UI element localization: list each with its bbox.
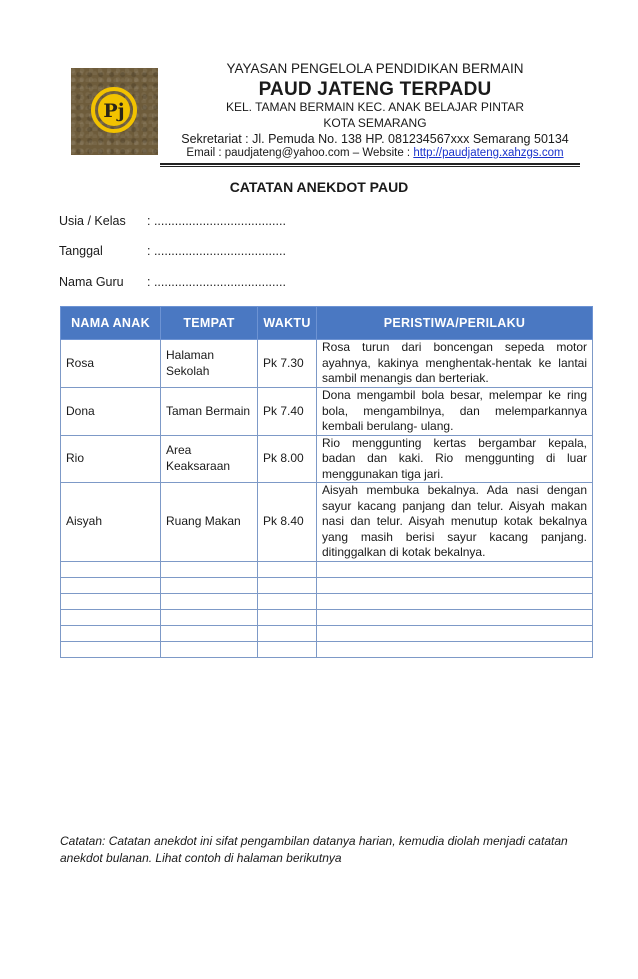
table-row [61, 435, 593, 483]
field-tanggal [59, 244, 286, 258]
empty-cell [258, 609, 317, 625]
empty-cell [258, 593, 317, 609]
page-title: CATATAN ANEKDOT PAUD [229, 179, 409, 195]
empty-row [61, 593, 593, 609]
address-line: KEL. TAMAN BERMAIN KEC. ANAK BELAJAR PINTAR [225, 100, 525, 114]
column-header: WAKTU [258, 307, 317, 340]
cell-peristiwa: Rosa turun dari boncengan sepeda motor ayahnya, kakinya menghentak-hentak ke lantai sambil menangis dan berteriak. [317, 340, 593, 388]
empty-cell [61, 641, 161, 657]
empty-cell [317, 577, 593, 593]
empty-row [61, 577, 593, 593]
field-usia-kelas [59, 214, 286, 228]
table-row [61, 388, 593, 436]
cell-waktu: Pk 7.40 [258, 388, 317, 436]
logo [71, 68, 158, 155]
logo-text: Pj [103, 100, 125, 122]
field-label: Usia / Kelas [59, 214, 126, 228]
empty-cell [317, 641, 593, 657]
empty-cell [161, 593, 258, 609]
empty-cell [258, 641, 317, 657]
empty-cell [317, 609, 593, 625]
column-header: TEMPAT [161, 307, 258, 340]
empty-cell [161, 625, 258, 641]
cell-nama: Rio [61, 435, 161, 483]
table-row [61, 340, 593, 388]
city-line: KOTA SEMARANG [323, 116, 427, 130]
pj-logo-icon [71, 68, 158, 155]
header-divider [160, 163, 580, 165]
empty-cell [161, 561, 258, 577]
table-row [61, 483, 593, 562]
field-label: Tanggal [59, 244, 103, 258]
empty-cell [161, 577, 258, 593]
empty-cell [161, 641, 258, 657]
empty-row [61, 625, 593, 641]
foundation-name: YAYASAN PENGELOLA PENDIDIKAN BERMAIN [226, 61, 524, 76]
anecdote-table [60, 306, 593, 658]
cell-waktu: Pk 8.40 [258, 483, 317, 562]
cell-peristiwa: Rio menggunting kertas bergambar kepala, badan dan kaki. Rio menggunting di luar menggunakan tiga jari. [317, 435, 593, 483]
empty-cell [61, 593, 161, 609]
contact-line [160, 147, 590, 159]
empty-row [61, 609, 593, 625]
cell-nama: Aisyah [61, 483, 161, 562]
cell-nama: Dona [61, 388, 161, 436]
table-header-row [61, 307, 593, 340]
empty-cell [61, 609, 161, 625]
school-name: PAUD JATENG TERPADU [258, 79, 492, 100]
website-link[interactable]: http://paudjateng.xahzgs.com [413, 147, 564, 159]
header-divider-thin [160, 166, 580, 167]
cell-tempat: Taman Bermain [161, 388, 258, 436]
field-value: : ...................................... [147, 214, 286, 228]
field-value: : ...................................... [147, 244, 286, 258]
column-header: PERISTIWA/PERILAKU [317, 307, 593, 340]
column-header: NAMA ANAK [61, 307, 161, 340]
field-nama-guru [59, 275, 286, 289]
field-label: Nama Guru [59, 275, 124, 289]
empty-cell [161, 609, 258, 625]
footnote: Catatan: Catatan anekdot ini sifat pengambilan datanya harian, kemudia diolah menjadi catatan anekdot bulanan. Lihat contoh di halaman berikutnya [60, 834, 568, 865]
cell-tempat: Area Keaksaraan [161, 435, 258, 483]
empty-cell [61, 577, 161, 593]
cell-waktu: Pk 7.30 [258, 340, 317, 388]
field-value: : ...................................... [147, 275, 286, 289]
empty-cell [258, 625, 317, 641]
empty-cell [61, 625, 161, 641]
empty-cell [258, 577, 317, 593]
cell-peristiwa: Dona mengambil bola besar, melempar ke ring bola, mengambilnya, dan melemparkannya kembali berulang- ulang. [317, 388, 593, 436]
empty-row [61, 561, 593, 577]
secretariat-line: Sekretariat : Jl. Pemuda No. 138 HP. 081234567xxx Semarang 50134 [181, 132, 569, 146]
empty-cell [61, 561, 161, 577]
email-text: Email : paudjateng@yahoo.com – Website : [186, 147, 414, 159]
cell-nama: Rosa [61, 340, 161, 388]
empty-cell [317, 593, 593, 609]
empty-row [61, 641, 593, 657]
empty-cell [258, 561, 317, 577]
cell-peristiwa: Aisyah membuka bekalnya. Ada nasi dengan sayur kacang panjang dan telur. Aisyah makan nasi dan telur. Aisyah menutup kotak bekalnya yang masih berisi sayur kacang panjang. ditinggalkan di kotak bekalnya. [317, 483, 593, 562]
cell-tempat: Halaman Sekolah [161, 340, 258, 388]
empty-cell [317, 561, 593, 577]
cell-tempat: Ruang Makan [161, 483, 258, 562]
cell-waktu: Pk 8.00 [258, 435, 317, 483]
empty-cell [317, 625, 593, 641]
